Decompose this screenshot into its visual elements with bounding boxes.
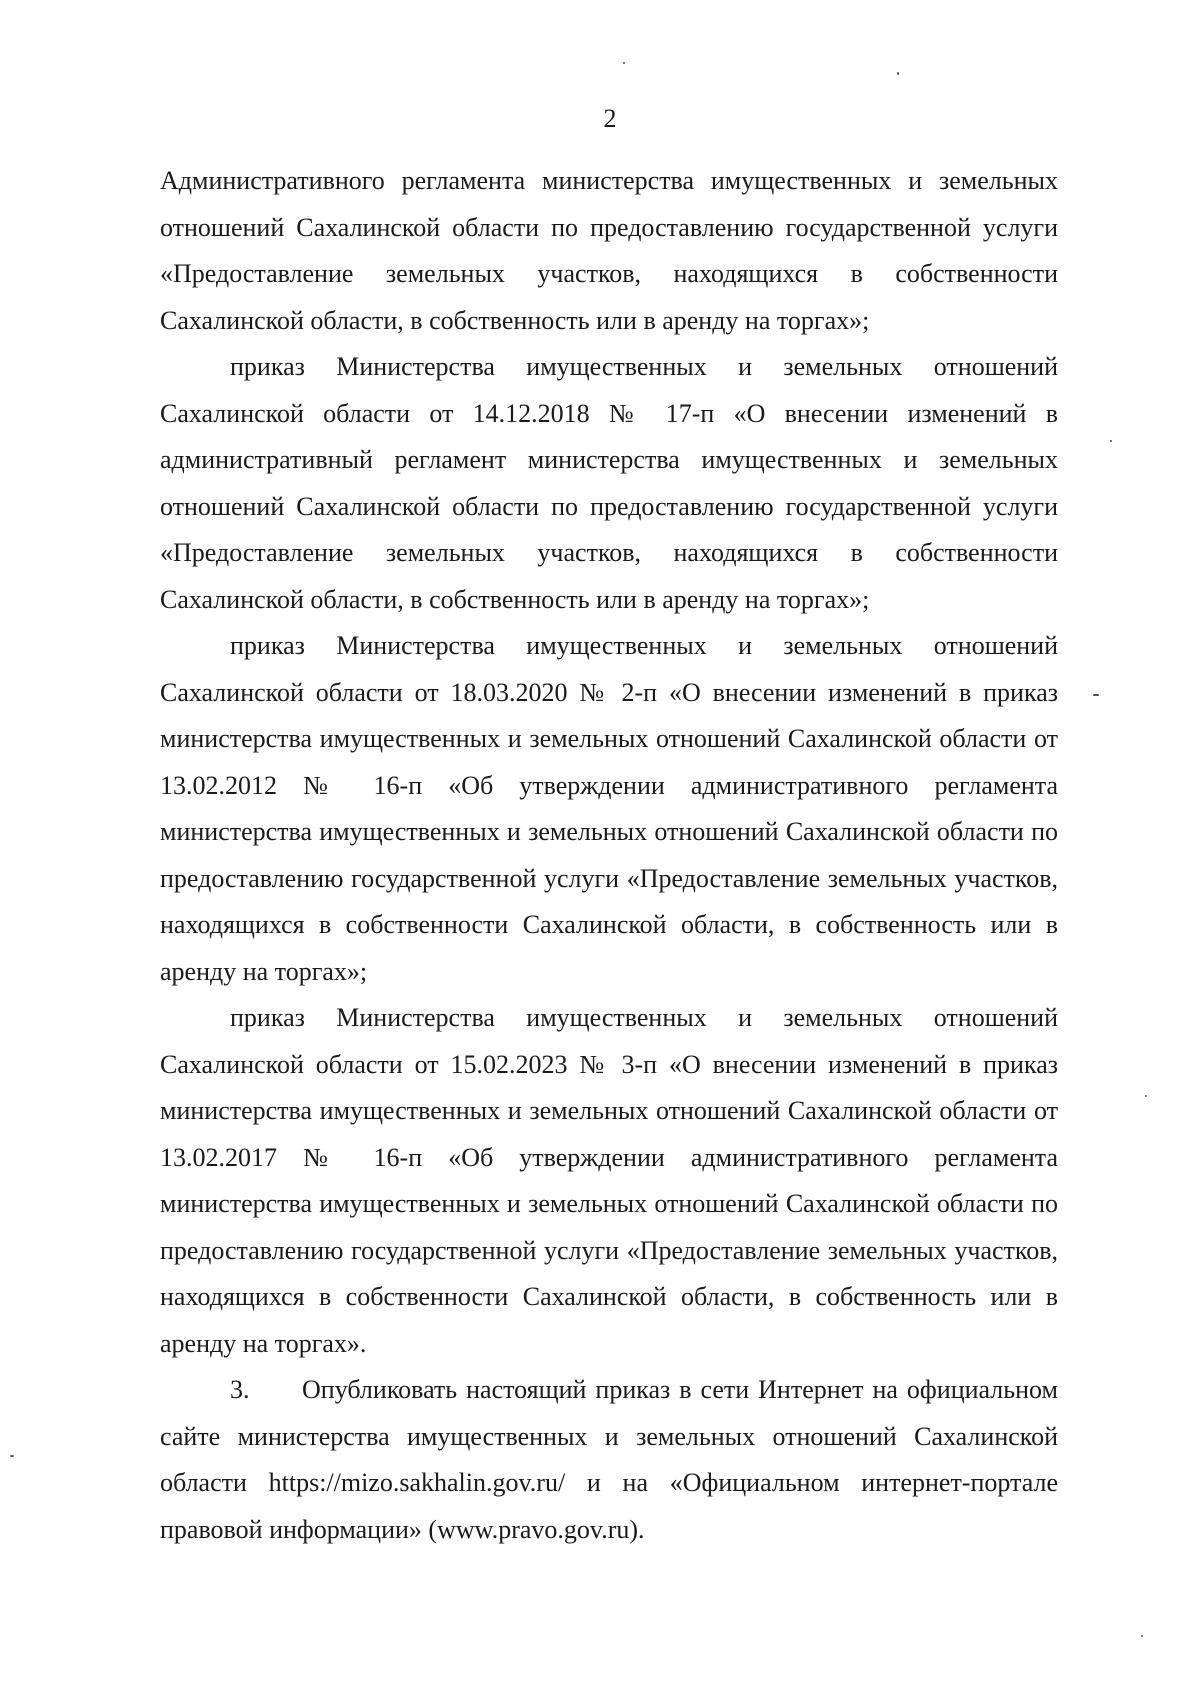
scan-speck [1141, 1635, 1143, 1637]
paragraph-continuation: Административного регламента министерства имущественных и земельных отношений Сахалинской области по предоставлению государственной услуги «Предоставление земельных участков, находящихся в собственности Сахалинской области, в собственность или в аренду на торгах»; [160, 166, 1058, 335]
document-body [160, 158, 1058, 1553]
scan-speck [1145, 1095, 1147, 1097]
scan-speck [623, 62, 625, 64]
paragraph-order-2020: приказ Министерства имущественных и земельных отношений Сахалинской области от 18.03.2020 № 2-п «О внесении изменений в приказ министерства имущественных и земельных отношений Сахалинской области от 13.02.2012 № 16-п «Об утверждении административного регламента министерства имущественных и земельных отношений Сахалинской области по предоставлению государственной услуги «Предоставление земельных участков, находящихся в собственности Сахалинской области, в собственность или в аренду на торгах»; [160, 631, 1058, 986]
scan-speck [1093, 694, 1099, 696]
scan-speck [10, 1455, 14, 1457]
paragraph-order-2023: приказ Министерства имущественных и земельных отношений Сахалинской области от 15.02.2023 № 3-п «О внесении изменений в приказ министерства имущественных и земельных отношений Сахалинской области от 13.02.2017 № 16-п «Об утверждении административного регламента министерства имущественных и земельных отношений Сахалинской области по предоставлению государственной услуги «Предоставление земельных участков, находящихся в собственности Сахалинской области, в собственность или в аренду на торгах». [160, 1003, 1058, 1358]
scan-speck [897, 72, 899, 75]
scan-speck [1110, 440, 1112, 442]
paragraph-order-2018: приказ Министерства имущественных и земельных отношений Сахалинской области от 14.12.2018 № 17-п «О внесении изменений в административный регламент министерства имущественных и земельных отношений Сахалинской области по предоставлению государственной услуги «Предоставление земельных участков, находящихся в собственности Сахалинской области, в собственность или в аренду на торгах»; [160, 352, 1058, 614]
item-number: 3. [230, 1375, 250, 1404]
page-number: 2 [603, 104, 617, 133]
item-text: Опубликовать настоящий приказ в сети Интернет на официальном сайте министерства имущественных и земельных отношений Сахалинской области https://mizo.sakhalin.gov.ru/ и на «Официальном интернет-портале правовой информации» (www.pravo.gov.ru). [160, 1375, 1058, 1544]
numbered-item-3 [160, 1367, 1058, 1553]
